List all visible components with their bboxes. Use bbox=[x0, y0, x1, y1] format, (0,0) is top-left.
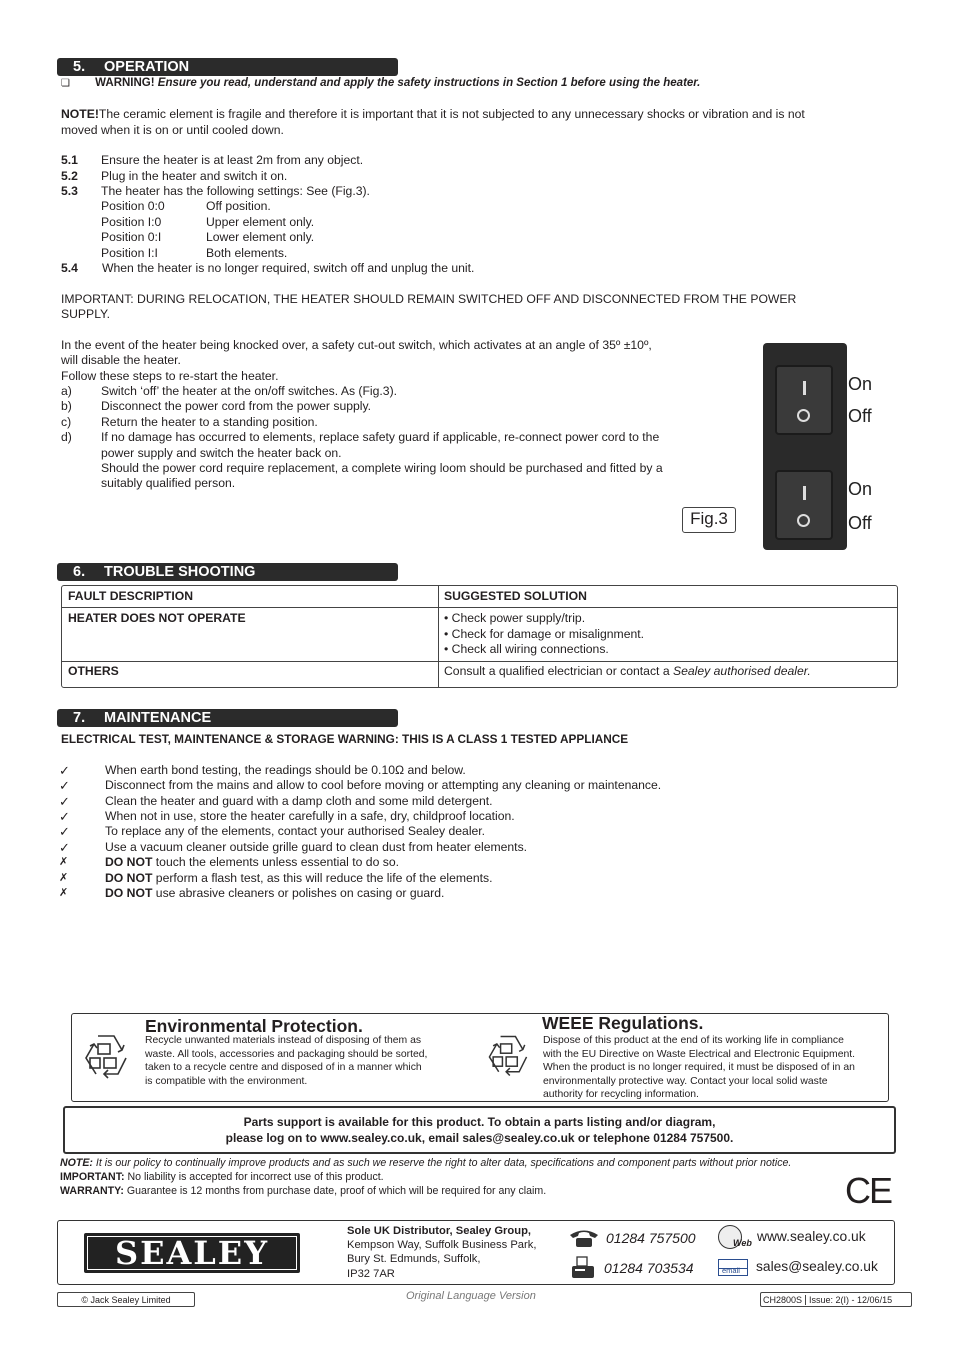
environment-text bbox=[145, 1034, 427, 1088]
web-icon-label: Web bbox=[733, 1238, 752, 1248]
warning-bullet: ❏ bbox=[61, 78, 70, 89]
section-title: MAINTENANCE bbox=[104, 710, 212, 726]
fax-icon bbox=[570, 1256, 596, 1280]
step-5-1 bbox=[61, 153, 364, 168]
recycle-icon bbox=[482, 1030, 534, 1082]
restart-step-d-cont: power supply and switch the heater back on. bbox=[101, 446, 342, 460]
table-cell-solution bbox=[444, 664, 811, 680]
email-icon bbox=[718, 1259, 748, 1276]
warning-label: WARNING! bbox=[95, 77, 155, 89]
solution-text: Consult a qualified electrician or contact a bbox=[444, 664, 673, 678]
list-item: To replace any of the elements, contact your authorised Sealey dealer. bbox=[105, 824, 486, 838]
section-title: TROUBLE SHOOTING bbox=[104, 564, 256, 580]
legal-text: No liability is accepted for incorrect use of this product. bbox=[124, 1171, 384, 1183]
restart-text: Switch ‘off’ the heater at the on/off switches. As (Fig.3). bbox=[101, 384, 398, 398]
position-desc: Upper element only. bbox=[206, 215, 315, 229]
maintenance-warning: ELECTRICAL TEST, MAINTENANCE & STORAGE WARNING: THIS IS A CLASS 1 TESTED APPLIANCE bbox=[61, 732, 629, 746]
section-number: 5. bbox=[73, 59, 86, 75]
weee-line: environmentally protective way. Contact your local solid waste bbox=[543, 1075, 828, 1087]
restart-step-d-cont: suitably qualified person. bbox=[101, 476, 236, 490]
table-cell-solution: • Check all wiring connections. bbox=[444, 642, 609, 656]
step-text: The heater has the following settings: See (Fig.3). bbox=[101, 184, 370, 198]
email-icon-label: email bbox=[722, 1266, 740, 1275]
on-mark-icon bbox=[803, 381, 806, 395]
web-icon bbox=[716, 1225, 750, 1251]
weee-line: authority for recycling information. bbox=[543, 1089, 699, 1101]
position-label: Position I:I bbox=[101, 246, 158, 260]
restart-step-a bbox=[61, 384, 398, 399]
list-item-text: perform a flash test, as this will reduce the life of the elements. bbox=[152, 871, 493, 885]
copyright: © Jack Sealey Limited bbox=[57, 1292, 195, 1307]
list-item-text: touch the elements unless essential to do so. bbox=[152, 855, 400, 869]
restart-step-d bbox=[61, 430, 660, 445]
weee-line: with the EU Directive on Waste Electrical and Electronic Equipment. bbox=[543, 1048, 856, 1060]
list-item: When earth bond testing, the readings should be 0.10Ω and below. bbox=[105, 763, 466, 777]
section-number: 7. bbox=[73, 710, 86, 726]
follow-line: Follow these steps to re-start the heater. bbox=[61, 369, 279, 383]
switch-on-label: On bbox=[848, 374, 873, 394]
legal-label: WARRANTY: bbox=[60, 1185, 124, 1197]
ce-mark-icon: CE bbox=[845, 1170, 892, 1211]
position-label: Position 0:0 bbox=[101, 199, 165, 213]
restart-text: Return the heater to a standing position. bbox=[101, 415, 318, 429]
switch-on-label: On bbox=[848, 479, 873, 499]
section-header-maintenance bbox=[57, 709, 398, 727]
parts-line: please log on to www.sealey.co.uk, email sales@sealey.co.uk or telephone 01284 757500. bbox=[225, 1130, 734, 1145]
table-cell-solution: • Check power supply/trip. bbox=[444, 611, 586, 625]
warning-line bbox=[61, 76, 700, 91]
position-row bbox=[101, 230, 315, 245]
step-text: Plug in the heater and switch it on. bbox=[101, 169, 288, 183]
legal-note bbox=[60, 1156, 791, 1170]
step-number: 5.2 bbox=[61, 169, 78, 183]
sealey-logo bbox=[84, 1233, 300, 1273]
check-icon: ✓ bbox=[59, 794, 70, 809]
table-cell-fault: OTHERS bbox=[68, 664, 119, 678]
weee-title: WEEE Regulations. bbox=[542, 1013, 704, 1033]
step-5-3 bbox=[61, 184, 370, 199]
restart-text: Disconnect the power cord from the power supply. bbox=[101, 399, 372, 413]
website-link[interactable]: www.sealey.co.uk bbox=[757, 1229, 866, 1244]
do-not-label: DO NOT bbox=[105, 871, 153, 885]
rocker-switch-lower bbox=[775, 470, 833, 540]
weee-line: When the product is no longer required, it must be disposed of in an bbox=[543, 1062, 855, 1074]
restart-step-d-cont: Should the power cord require replacement, a complete wiring loom should be purchased and fitted by a bbox=[101, 461, 663, 475]
weee-line: Dispose of this product at the end of its working life in compliance bbox=[543, 1035, 844, 1046]
check-icon: ✓ bbox=[59, 840, 70, 855]
on-mark-icon bbox=[803, 486, 806, 500]
check-icon: ✓ bbox=[59, 824, 70, 839]
recycle-icon bbox=[78, 1030, 134, 1084]
off-mark-icon bbox=[797, 409, 810, 422]
table-header: SUGGESTED SOLUTION bbox=[444, 589, 587, 603]
restart-step-c bbox=[61, 415, 318, 430]
address-line: IP32 7AR bbox=[347, 1267, 395, 1280]
restart-text: If no damage has occurred to elements, replace safety guard if applicable, re-connect power cord to the bbox=[101, 430, 660, 444]
important-line-1: IMPORTANT: DURING RELOCATION, THE HEATER SHOULD REMAIN SWITCHED OFF AND DISCONNECTED FROM THE POWER bbox=[61, 292, 797, 306]
step-text: Ensure the heater is at least 2m from any object. bbox=[101, 153, 364, 167]
solution-text-italic: Sealey authorised dealer. bbox=[672, 664, 811, 678]
switch-panel-image bbox=[763, 343, 847, 550]
list-item: Clean the heater and guard with a damp cloth and some mild detergent. bbox=[105, 794, 493, 808]
warning-text: Ensure you read, understand and apply the safety instructions in Section 1 before using the heater. bbox=[157, 77, 701, 89]
list-item bbox=[105, 855, 399, 870]
position-desc: Lower element only. bbox=[206, 230, 315, 244]
table-cell-solution: • Check for damage or misalignment. bbox=[444, 627, 645, 641]
step-number: 5.3 bbox=[61, 184, 78, 198]
important-line-2: SUPPLY. bbox=[61, 307, 111, 321]
environment-line: Recycle unwanted materials instead of disposing of them as bbox=[145, 1035, 422, 1046]
weee-text bbox=[543, 1034, 855, 1102]
distributor-title: Sole UK Distributor, Sealey Group, bbox=[347, 1225, 532, 1237]
section-header-operation bbox=[57, 58, 398, 76]
list-item bbox=[105, 871, 492, 886]
position-desc: Off position. bbox=[206, 199, 271, 213]
code-text: CH2800S bbox=[763, 1295, 803, 1305]
list-item bbox=[105, 886, 444, 901]
position-row bbox=[101, 199, 271, 214]
do-not-label: DO NOT bbox=[105, 886, 153, 900]
environment-line: is compatible with the environment. bbox=[145, 1075, 308, 1087]
step-5-2 bbox=[61, 169, 288, 184]
check-icon: ✓ bbox=[59, 778, 70, 793]
trouble-shooting-table bbox=[61, 585, 898, 688]
step-text: When the heater is no longer required, switch off and unplug the unit. bbox=[102, 261, 475, 275]
switch-off-label: Off bbox=[848, 513, 872, 533]
restart-step-b bbox=[61, 399, 372, 414]
legal-label: NOTE: bbox=[60, 1157, 93, 1169]
cross-icon: ✗ bbox=[59, 872, 69, 884]
fax-number: 01284 703534 bbox=[604, 1260, 694, 1276]
environment-line: waste. All tools, accessories and packaging should be sorted, bbox=[145, 1048, 428, 1060]
position-row bbox=[101, 246, 288, 261]
document-code bbox=[760, 1292, 912, 1307]
distributor-address bbox=[347, 1224, 536, 1281]
fig-3-label: Fig.3 bbox=[682, 507, 736, 533]
restart-letter: d) bbox=[61, 430, 72, 444]
list-item: Use a vacuum cleaner outside grille guard to clean dust from heater elements. bbox=[105, 840, 528, 854]
position-label: Position I:0 bbox=[101, 215, 162, 229]
do-not-label: DO NOT bbox=[105, 855, 153, 869]
check-icon: ✓ bbox=[59, 763, 70, 778]
off-mark-icon bbox=[797, 514, 810, 527]
note-line-1 bbox=[61, 107, 805, 122]
environment-line: taken to a recycle centre and disposed of in a manner which bbox=[145, 1062, 422, 1074]
issue-text: Issue: 2(I) - 12/06/15 bbox=[805, 1295, 892, 1305]
logo-text: SEALEY bbox=[114, 1234, 270, 1272]
check-icon: ✓ bbox=[59, 809, 70, 824]
rocker-switch-upper bbox=[775, 365, 833, 435]
step-number: 5.1 bbox=[61, 153, 78, 167]
original-language: Original Language Version bbox=[406, 1290, 536, 1302]
phone-number: 01284 757500 bbox=[606, 1230, 696, 1246]
parts-line: Parts support is available for this product. To obtain a parts listing and/or diagram, bbox=[243, 1115, 716, 1129]
event-line-1: In the event of the heater being knocked over, a safety cut-out switch, which activates at an angle of 35º ±10º, bbox=[61, 338, 652, 352]
section-title: OPERATION bbox=[104, 59, 190, 75]
note-label: NOTE! bbox=[61, 107, 99, 121]
list-item: Disconnect from the mains and allow to cool before moving or attempting any cleaning or maintenance. bbox=[105, 778, 662, 792]
list-item: When not in use, store the heater carefully in a safe, dry, childproof location. bbox=[105, 809, 515, 823]
table-header: FAULT DESCRIPTION bbox=[68, 589, 194, 603]
legal-label: IMPORTANT: bbox=[60, 1171, 125, 1183]
section-number: 6. bbox=[73, 564, 86, 580]
note-line-2: moved when it is on or until cooled down. bbox=[61, 123, 284, 137]
table-cell-fault: HEATER DOES NOT OPERATE bbox=[68, 611, 246, 625]
step-number: 5.4 bbox=[61, 261, 78, 275]
telephone-icon bbox=[568, 1228, 600, 1248]
restart-letter: c) bbox=[61, 415, 72, 429]
list-item-text: use abrasive cleaners or polishes on casing or guard. bbox=[152, 886, 445, 900]
position-label: Position 0:I bbox=[101, 230, 162, 244]
legal-warranty bbox=[60, 1184, 546, 1198]
environment-title: Environmental Protection. bbox=[145, 1016, 363, 1036]
restart-letter: b) bbox=[61, 399, 72, 413]
note-text-1: The ceramic element is fragile and therefore it is important that it is not subjected to any unnecessary shocks or vibration and is not bbox=[98, 107, 805, 121]
parts-support-text bbox=[63, 1115, 896, 1146]
legal-text: It is our policy to continually improve products and as such we reserve the right to alter data, specifications and component parts without prior notice. bbox=[92, 1157, 792, 1169]
cross-icon: ✗ bbox=[59, 887, 69, 899]
section-header-trouble-shooting bbox=[57, 563, 398, 581]
cross-icon: ✗ bbox=[59, 856, 69, 868]
address-line: Bury St. Edmunds, Suffolk, bbox=[347, 1253, 481, 1266]
restart-letter: a) bbox=[61, 384, 72, 398]
switch-off-label: Off bbox=[848, 406, 872, 426]
step-5-4 bbox=[61, 261, 475, 276]
event-line-2: will disable the heater. bbox=[61, 353, 181, 367]
legal-important bbox=[60, 1170, 384, 1184]
position-desc: Both elements. bbox=[206, 246, 288, 260]
position-row bbox=[101, 215, 315, 230]
legal-text: Guarantee is 12 months from purchase date, proof of which will be required for any claim. bbox=[123, 1185, 547, 1197]
address-line: Kempson Way, Suffolk Business Park, bbox=[347, 1239, 537, 1252]
email-link[interactable]: sales@sealey.co.uk bbox=[756, 1259, 878, 1274]
